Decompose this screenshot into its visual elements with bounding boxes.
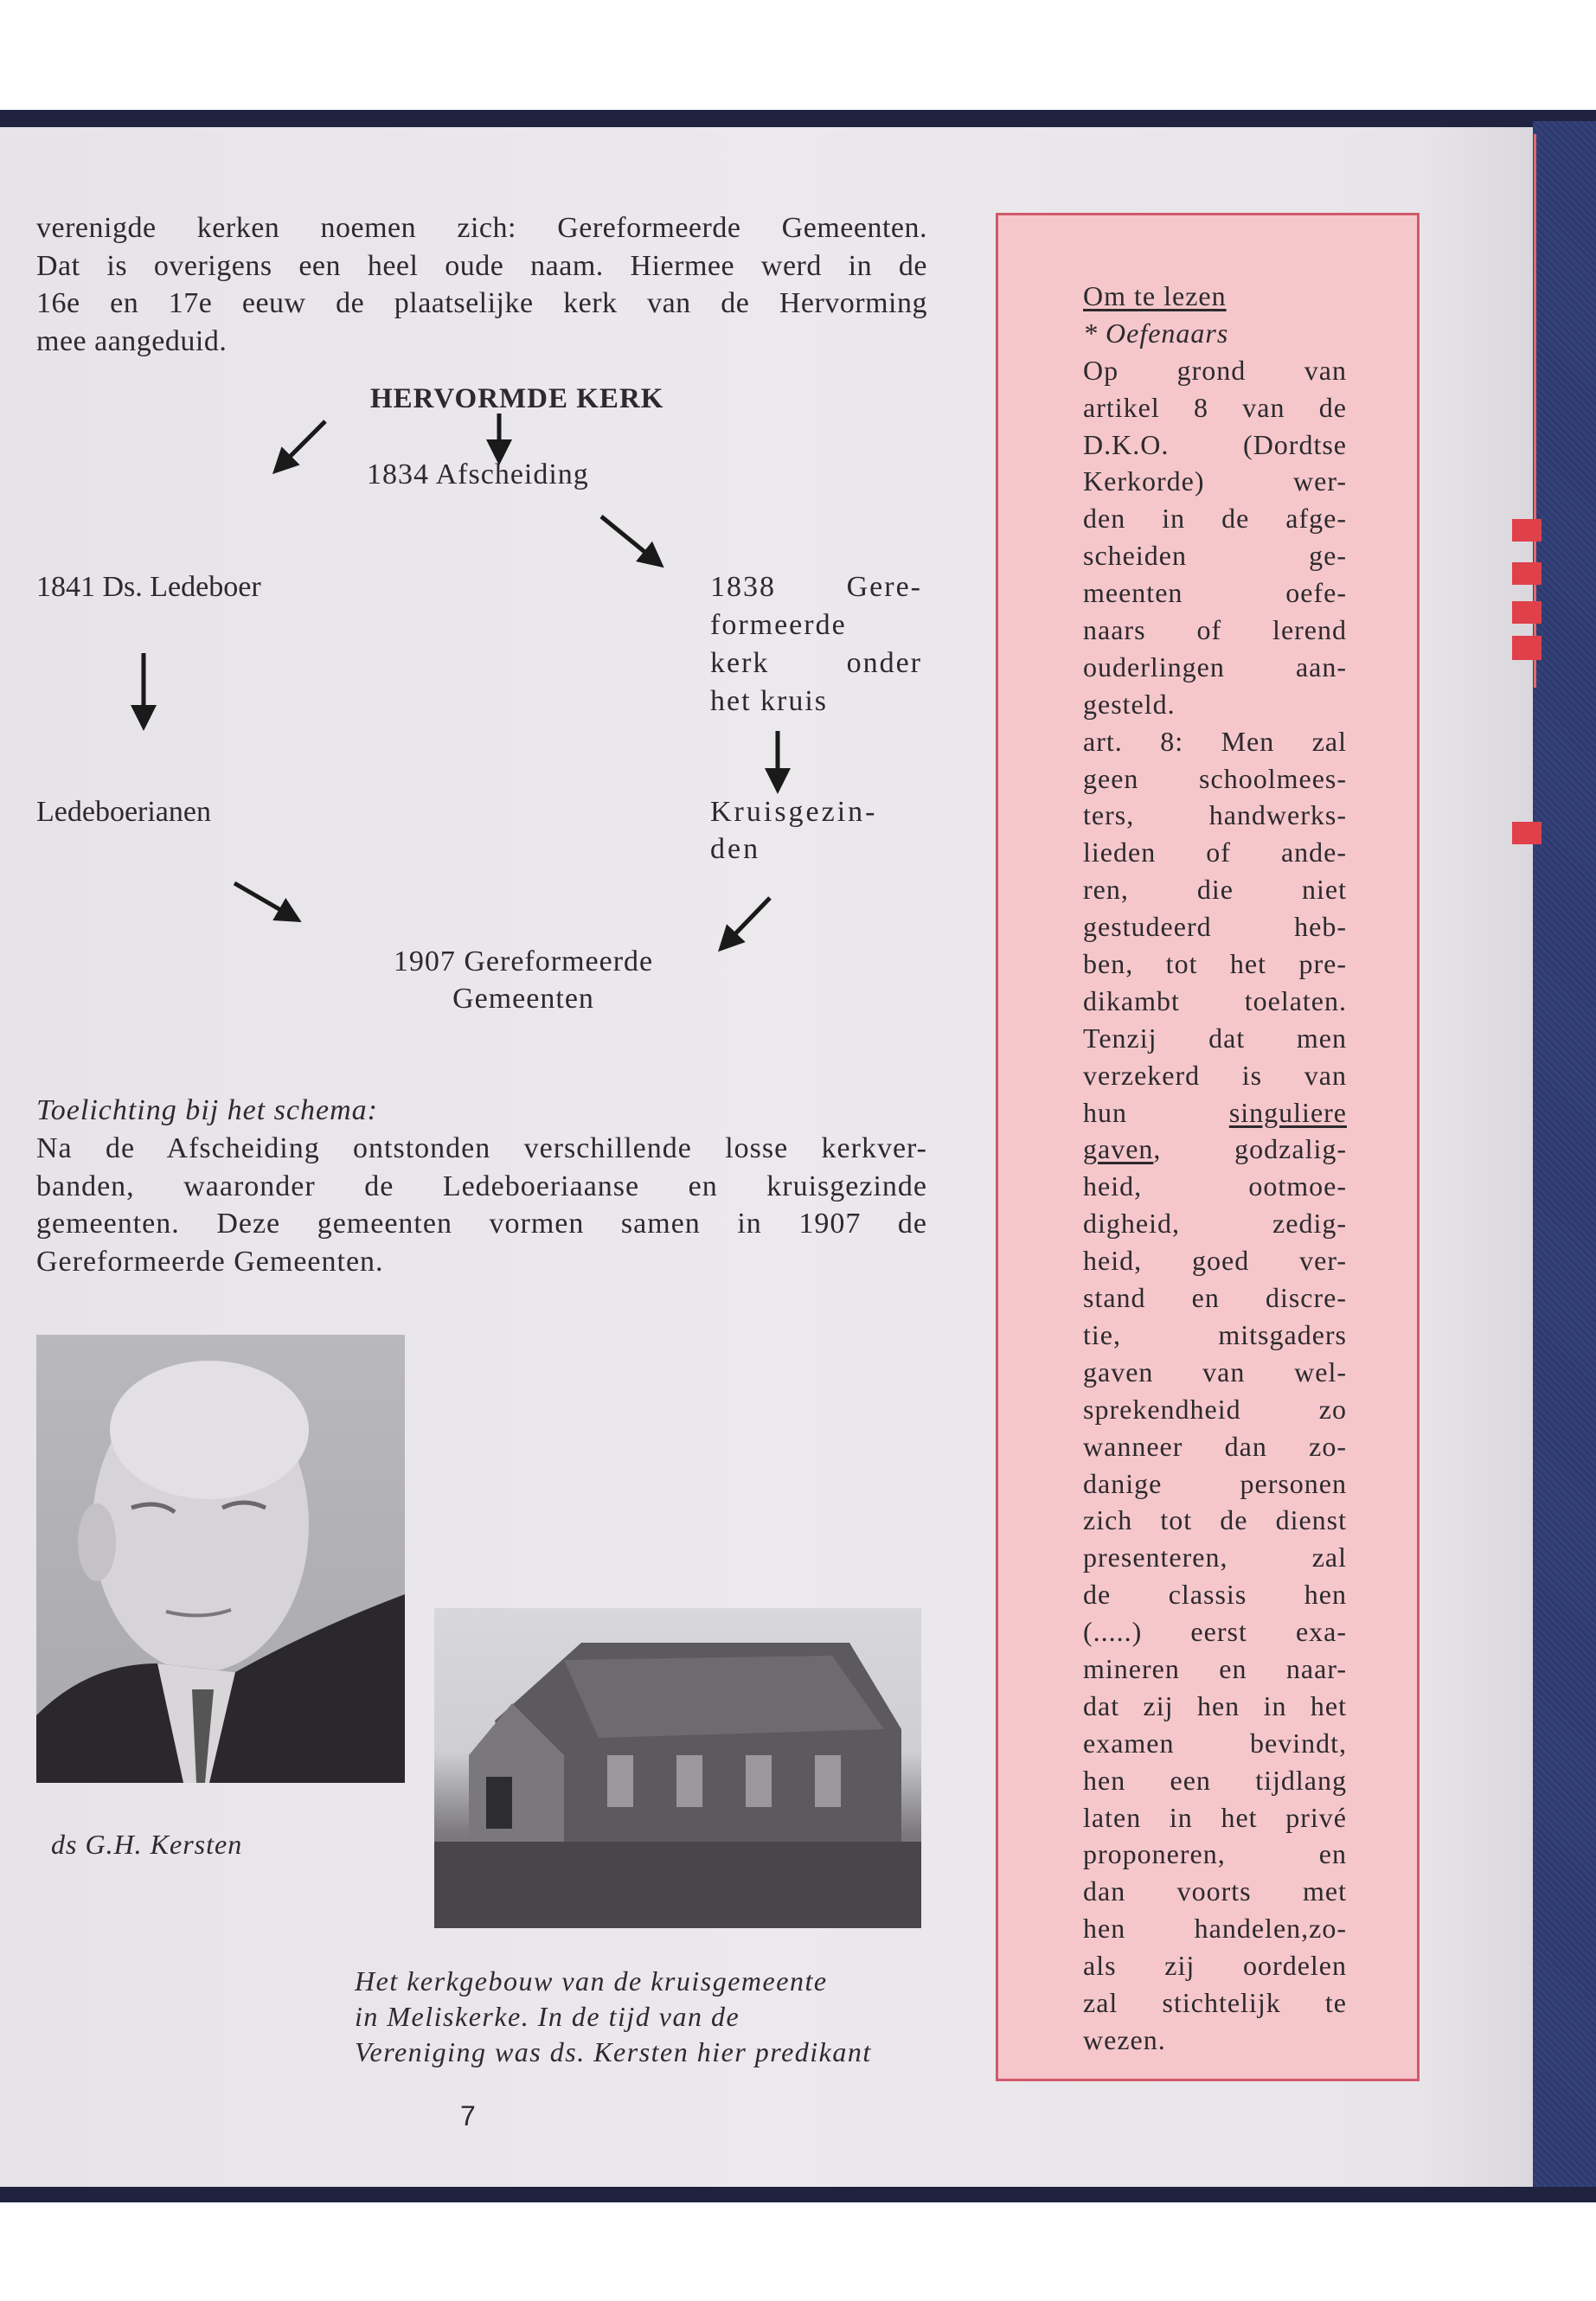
text-line: formeerde (710, 609, 847, 641)
sidebar-line (1083, 649, 1347, 686)
diagram-root-hervormde-kerk: HERVORMDE KERK (370, 383, 664, 414)
sidebar-line (1083, 760, 1347, 798)
sidebar-line (1083, 500, 1347, 537)
sidebar-line (1083, 1502, 1347, 1539)
sidebar-line (1083, 983, 1347, 1020)
diagram-node-ledeboerianen: Ledeboerianen (36, 796, 211, 828)
sidebar-line-text: scheiden ge- (1083, 540, 1347, 572)
sidebar-line (1083, 834, 1347, 871)
sidebar-line (1083, 1539, 1347, 1576)
sidebar-line-text: sprekendheid zo (1083, 1393, 1347, 1425)
sidebar-line (1083, 1391, 1347, 1428)
sidebar-line (1083, 612, 1347, 649)
sidebar-line-text: lieden of ande- (1083, 836, 1347, 868)
sidebar-line-text: proponeren, en (1083, 1838, 1347, 1870)
sidebar-line-text: gestudeerd heb- (1083, 911, 1347, 943)
sidebar-line (1083, 1465, 1347, 1503)
sidebar-line (1083, 1168, 1347, 1205)
sidebar-line (1083, 1947, 1347, 1984)
sidebar-line (1083, 1131, 1347, 1168)
text-line: gemeenten. Deze gemeenten vormen samen in 1907 de (36, 1208, 927, 1240)
sidebar-line (1083, 389, 1347, 426)
sidebar-line-text: ben, tot het pre- (1083, 948, 1347, 980)
underlined-term: gaven (1083, 1133, 1154, 1165)
sidebar-subtitle: * Oefenaars (1083, 317, 1229, 349)
sidebar-line (1083, 1984, 1347, 2022)
text-line: Vereniging was ds. Kersten hier predikant (355, 2036, 872, 2067)
arrow-icon (279, 421, 325, 468)
sidebar-line-text: laten in het privé (1083, 1801, 1347, 1833)
text-line: kerk onder (710, 647, 922, 679)
sidebar-line (1083, 537, 1347, 574)
sidebar-title: Om te lezen (1083, 280, 1227, 311)
sidebar-line-text: als zij oordelen (1083, 1950, 1347, 1982)
sidebar-line-text: art. 8: Men zal (1083, 725, 1347, 757)
sidebar-line (1083, 1428, 1347, 1465)
sidebar-line-text: zich tot de dienst (1083, 1504, 1347, 1536)
text-line: Het kerkgebouw van de kruisgemeente (355, 1965, 828, 1997)
sidebar-line-text: tie, mitsgaders (1083, 1318, 1347, 1350)
sidebar-line (1083, 1688, 1347, 1725)
text-line: Gemeenten (452, 983, 594, 1015)
sidebar-line-text: ters, handwerks- (1083, 799, 1347, 831)
sidebar-line (1083, 908, 1347, 945)
explanation-paragraph (36, 1130, 927, 1280)
sidebar-line-text: heid, goed ver- (1083, 1245, 1347, 1277)
text-line: Gereformeerde Gemeenten. (36, 1245, 384, 1278)
sidebar-line (1083, 723, 1347, 760)
sidebar-line (1083, 686, 1347, 723)
sidebar-line-text: geen schoolmees- (1083, 762, 1347, 794)
sidebar-line (1083, 1725, 1347, 1762)
text-line: 1907 Gereformeerde (393, 945, 654, 977)
text-line: banden, waaronder de Ledeboeriaanse en kruisgezinde (36, 1170, 927, 1202)
sidebar-line (1083, 945, 1347, 983)
arrow-icon (601, 516, 657, 562)
sidebar-line (1083, 1762, 1347, 1799)
sidebar-line (1083, 797, 1347, 834)
sidebar-line-text: de classis hen (1083, 1579, 1347, 1611)
reading-sidebar-text (1083, 278, 1347, 2059)
sidebar-line-text: dan voorts met (1083, 1875, 1347, 1907)
sidebar-line-text: zal stichtelijk te (1083, 1986, 1347, 2018)
sidebar-line (1083, 1354, 1347, 1391)
sidebar-line-text: wezen. (1083, 2023, 1166, 2055)
sidebar-line-text: D.K.O. (Dordtse (1083, 428, 1347, 460)
sidebar-line-text: presenteren, zal (1083, 1541, 1347, 1574)
sidebar-line-text: den in de afge- (1083, 503, 1347, 535)
explanation-heading: Toelichting bij het schema: (36, 1094, 378, 1126)
sidebar-line (1083, 871, 1347, 908)
sidebar-line-text: examen bevindt, (1083, 1727, 1347, 1759)
sidebar-line (1083, 1576, 1347, 1613)
arrow-icon (724, 898, 770, 945)
sidebar-line-text: digheid, zedig- (1083, 1208, 1347, 1240)
sidebar-line-text: dikambt toelaten. (1083, 984, 1347, 1016)
sidebar-line (1083, 1650, 1347, 1688)
sidebar-line-text: gaven van wel- (1083, 1356, 1347, 1388)
text-line: 16e en 17e eeuw de plaatselijke kerk van de Hervorming (36, 287, 927, 319)
sidebar-line-text: Kerkorde) wer- (1083, 465, 1347, 497)
sidebar-line-text: , godzalig- (1153, 1133, 1347, 1165)
sidebar-line (1083, 1094, 1347, 1131)
sidebar-line (1083, 1613, 1347, 1650)
sidebar-line (1083, 1205, 1347, 1242)
sidebar-line (1083, 463, 1347, 500)
sidebar-line-text: hun (1083, 1096, 1229, 1128)
text-line: den (710, 833, 761, 865)
sidebar-line (1083, 1836, 1347, 1873)
sidebar-line (1083, 1799, 1347, 1836)
sidebar-line-text: Tenzij dat men (1083, 1022, 1347, 1054)
text-line: Kruisgezin- (710, 796, 878, 828)
sidebar-line (1083, 1873, 1347, 1910)
sidebar-line-text: heid, ootmoe- (1083, 1170, 1347, 1202)
text-line: Na de Afscheiding ontstonden verschillende losse kerkver- (36, 1132, 927, 1164)
page-number: 7 (460, 2100, 476, 2131)
sidebar-line-text: danige personen (1083, 1467, 1347, 1499)
diagram-node-ledeboer: 1841 Ds. Ledeboer (36, 571, 261, 603)
sidebar-line (1083, 426, 1347, 464)
text-line: Dat is overigens een heel oude naam. Hiermee werd in de (36, 249, 927, 282)
text-line: 1838 Gere- (710, 571, 922, 603)
sidebar-line (1083, 1317, 1347, 1354)
church-caption (355, 1964, 872, 2070)
sidebar-line-text: stand en discre- (1083, 1282, 1347, 1314)
text-line: verenigde kerken noemen zich: Gereformeerde Gemeenten. (36, 212, 927, 244)
sidebar-line-text: dat zij hen in het (1083, 1689, 1347, 1721)
sidebar-line-text: meenten oefe- (1083, 577, 1347, 609)
sidebar-line-text: artikel 8 van de (1083, 391, 1347, 423)
text-line: het kruis (710, 685, 829, 717)
text-line: in Meliskerke. In de tijd van de (355, 2001, 740, 2032)
arrow-icon (234, 883, 294, 918)
sidebar-line-text: ren, die niet (1083, 874, 1347, 906)
sidebar-line-text: Op grond van (1083, 354, 1347, 386)
text-line: mee aangeduid. (36, 324, 228, 357)
sidebar-line (1083, 1279, 1347, 1317)
sidebar-line-text: gesteld. (1083, 688, 1176, 720)
sidebar-line-text: wanneer dan zo- (1083, 1430, 1347, 1462)
sidebar-line (1083, 352, 1347, 389)
portrait-photo (36, 1335, 405, 1783)
underlined-term: singuliere (1228, 1096, 1347, 1128)
sidebar-line (1083, 1057, 1347, 1094)
diagram-node-afscheiding: 1834 Afscheiding (367, 458, 589, 490)
sidebar-line-text: (.....) eerst exa- (1083, 1616, 1347, 1648)
sidebar-line-text: naars of lerend (1083, 614, 1347, 646)
church-photo (434, 1608, 921, 1928)
sidebar-line (1083, 574, 1347, 612)
sidebar-line (1083, 2022, 1347, 2059)
portrait-caption: ds G.H. Kersten (51, 1829, 243, 1860)
sidebar-line (1083, 1020, 1347, 1057)
sidebar-line-text: ouderlingen aan- (1083, 651, 1347, 683)
sidebar-line-text: hen een tijdlang (1083, 1764, 1347, 1796)
sidebar-line-text: hen handelen,zo- (1083, 1913, 1347, 1945)
sidebar-line-text: mineren en naar- (1083, 1652, 1347, 1684)
sidebar-line (1083, 1910, 1347, 1947)
sidebar-line-text: verzekerd is van (1083, 1059, 1347, 1091)
sidebar-line (1083, 1242, 1347, 1279)
